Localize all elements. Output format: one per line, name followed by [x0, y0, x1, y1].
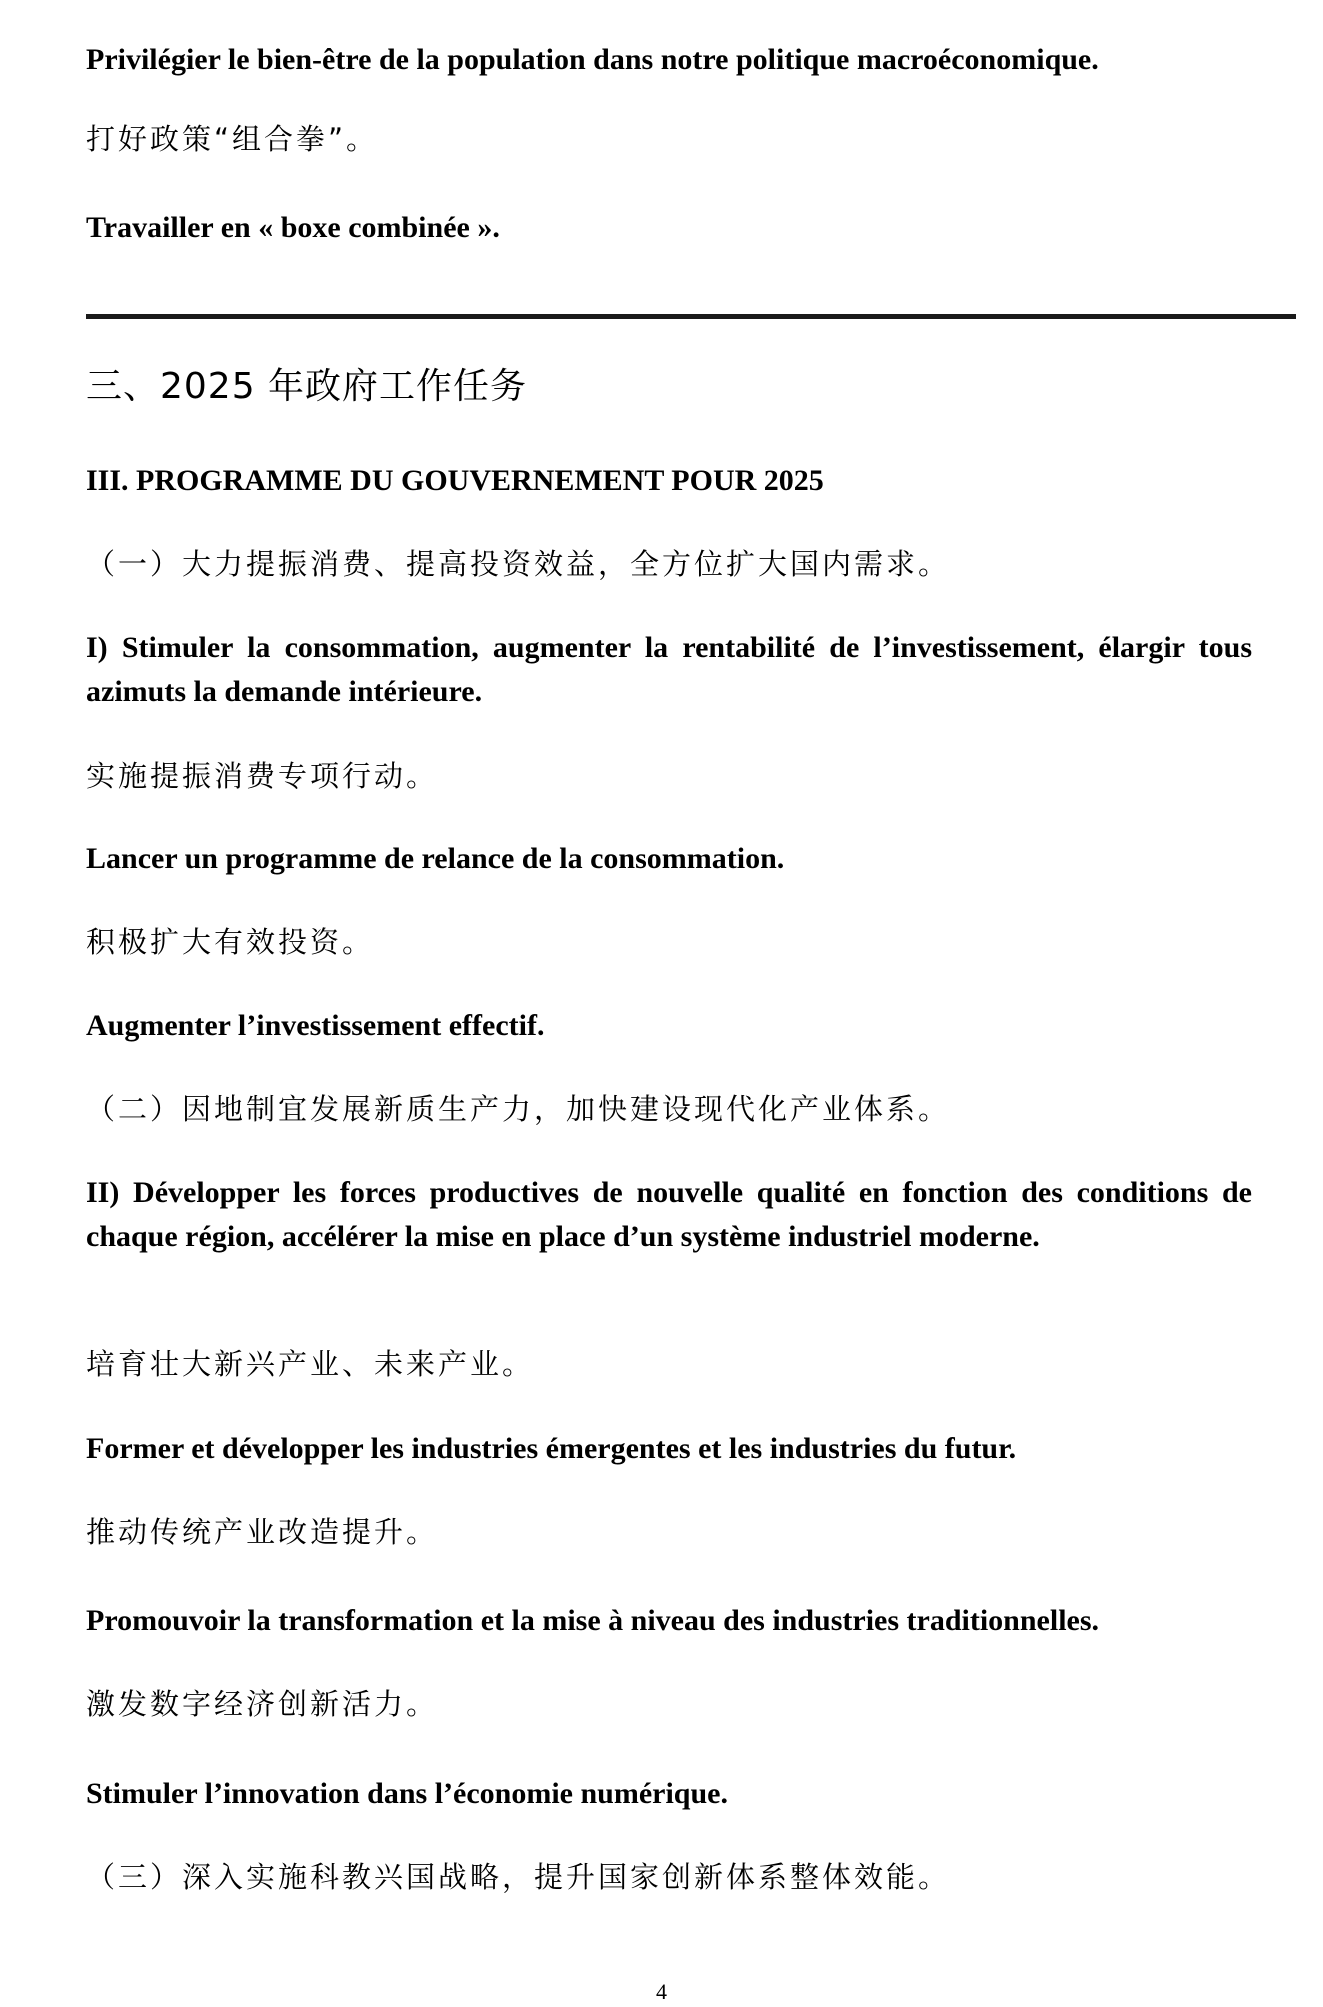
subsection-heading-zh-1: （一）大力提振消费、提高投资效益，全方位扩大国内需求。 [86, 547, 951, 581]
subsection-heading-fr-1: I) Stimuler la consommation, augmenter la rentabilité de l’investissement, élargir tous azimuts la demande intérieure. [86, 631, 1252, 708]
paragraph-zh-traditional-industries: 推动传统产业改造提升。 [86, 1515, 439, 1549]
paragraph-fr-boxe-combinee: Travailler en « boxe combinée ». [86, 211, 500, 244]
paragraph-fr-consumption-program: Lancer un programme de relance de la consommation. [86, 842, 785, 875]
paragraph-zh-digital-economy: 激发数字经济创新活力。 [86, 1687, 439, 1721]
subsection-heading-fr-2: II) Développer les forces productives de nouvelle qualité en fonction des conditions de chaque région, accélérer la mise en place d’un système industriel moderne. [86, 1176, 1252, 1253]
paragraph-zh-policy-combination: 打好政策“组合拳”。 [86, 122, 379, 156]
subsection-heading-zh-2: （二）因地制宜发展新质生产力，加快建设现代化产业体系。 [86, 1092, 951, 1126]
section-heading-fr: III. PROGRAMME DU GOUVERNEMENT POUR 2025 [86, 464, 824, 497]
section-divider [86, 314, 1296, 319]
page-number: 4 [656, 1979, 667, 2004]
paragraph-zh-effective-investment: 积极扩大有效投资。 [86, 925, 375, 959]
subsection-heading-zh-3: （三）深入实施科教兴国战略，提升国家创新体系整体效能。 [86, 1860, 951, 1894]
paragraph-fr-effective-investment: Augmenter l’investissement effectif. [86, 1009, 545, 1042]
paragraph-zh-emerging-industries: 培育壮大新兴产业、未来产业。 [86, 1347, 535, 1381]
paragraph-fr-traditional-industries: Promouvoir la transformation et la mise à niveau des industries traditionnelles. [86, 1604, 1100, 1637]
paragraph-fr-emerging-industries: Former et développer les industries émergentes et les industries du futur. [86, 1432, 1017, 1465]
paragraph-zh-consumption-action: 实施提振消费专项行动。 [86, 759, 439, 793]
paragraph-fr-macroeconomic: Privilégier le bien-être de la population dans notre politique macroéconomique. [86, 43, 1099, 76]
paragraph-fr-digital-economy: Stimuler l’innovation dans l’économie numérique. [86, 1777, 728, 1810]
section-heading-zh: 三、2025 年政府工作任务 [86, 366, 528, 407]
